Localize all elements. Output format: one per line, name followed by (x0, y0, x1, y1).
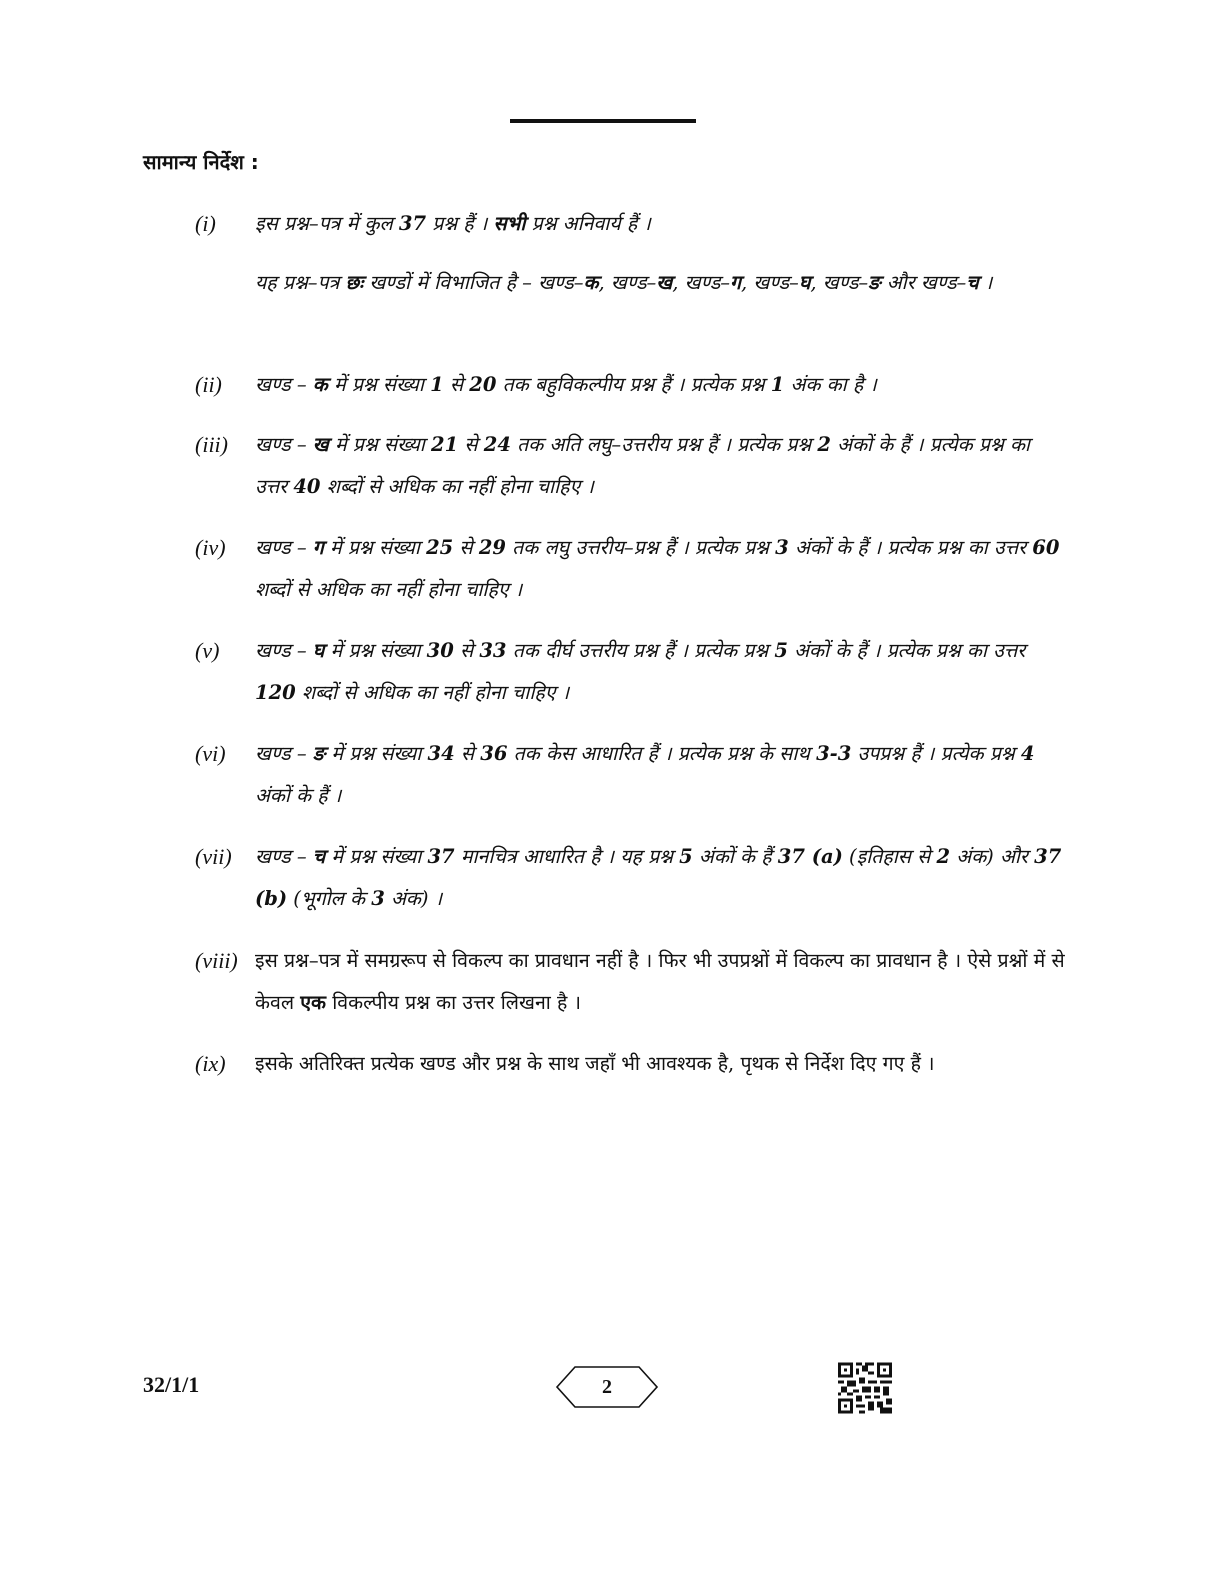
paper-code: 32/1/1 (143, 1372, 200, 1397)
instruction-i (195, 203, 1065, 245)
item-text: इस प्रश्न–पत्र में समग्ररूप से विकल्प का प्रावधान नहीं है । फिर भी उपप्रश्नों में विकल्प का प्रावधान है । ऐसे प्रश्नों में से केवल एक विकल्पीय प्रश्न का उत्तर लिखना है । (255, 949, 1065, 1014)
item-number: (ix) (195, 1051, 226, 1076)
item-number: (vii) (195, 844, 232, 869)
top-rule (510, 119, 696, 123)
item-text: इस प्रश्न–पत्र में कुल 37 प्रश्न हैं । सभी प्रश्न अनिवार्य हैं । (255, 212, 651, 235)
page-number-badge (555, 1366, 659, 1408)
item-number: (ii) (195, 372, 222, 397)
item-text: खण्ड – ङ में प्रश्न संख्या 34 से 36 तक केस आधारित हैं । प्रत्येक प्रश्न के साथ 3-3 उपप्रश्न हैं । प्रत्येक प्रश्न 4 अंकों के हैं । (255, 742, 1035, 807)
item-number: (vi) (195, 741, 226, 766)
item-number: (iv) (195, 535, 226, 560)
heading-general-instructions: सामान्य निर्देश : (143, 150, 259, 174)
item-number: (iii) (195, 432, 228, 457)
page-number: 2 (602, 1376, 612, 1398)
instruction-v (195, 630, 1065, 714)
item-text: खण्ड – ग में प्रश्न संख्या 25 से 29 तक लघु उत्तरीय–प्रश्न हैं । प्रत्येक प्रश्न 3 अंकों के हैं । प्रत्येक प्रश्न का उत्तर 60 शब्दों से अधिक का नहीं होना चाहिए । (255, 536, 1060, 601)
item-text: खण्ड – क में प्रश्न संख्या 1 से 20 तक बहुविकल्पीय प्रश्न हैं । प्रत्येक प्रश्न 1 अंक का है । (255, 373, 877, 396)
item-number: (v) (195, 638, 220, 663)
item-number: (i) (195, 211, 216, 236)
instruction-ii (195, 364, 1065, 406)
item-text: खण्ड – ख में प्रश्न संख्या 21 से 24 तक अति लघु–उत्तरीय प्रश्न हैं । प्रत्येक प्रश्न 2 अंकों के हैं । प्रत्येक प्रश्न का उत्तर 40 शब्दों से अधिक का नहीं होना चाहिए । (255, 433, 1030, 498)
instruction-iv (195, 527, 1065, 611)
instruction-iii (195, 424, 1065, 508)
item-text: खण्ड – घ में प्रश्न संख्या 30 से 33 तक दीर्घ उत्तरीय प्रश्न हैं । प्रत्येक प्रश्न 5 अंकों के हैं । प्रत्येक प्रश्न का उत्तर 120 शब्दों से अधिक का नहीं होना चाहिए । (255, 639, 1026, 704)
item-text: खण्ड – च में प्रश्न संख्या 37 मानचित्र आधारित है । यह प्रश्न 5 अंकों के हैं 37 (a) (इतिहास से 2 अंक) और 37 (b) (भूगोल के 3 अंक) । (255, 845, 1062, 910)
instruction-i-sections (195, 262, 1065, 304)
instruction-ix (195, 1043, 1065, 1085)
item-text: इसके अतिरिक्त प्रत्येक खण्ड और प्रश्न के साथ जहाँ भी आवश्यक है, पृथक से निर्देश दिए गए हैं । (255, 1052, 935, 1075)
item-number: (viii) (195, 948, 238, 973)
instruction-viii (195, 940, 1065, 1024)
instruction-vi (195, 733, 1065, 817)
item-text: यह प्रश्न–पत्र छः खण्डों में विभाजित है – खण्ड–क, खण्ड–ख, खण्ड–ग, खण्ड–घ, खण्ड–ङ और खण्ड–च । (255, 271, 993, 294)
qr-code-icon (838, 1362, 892, 1414)
instruction-vii (195, 836, 1065, 920)
